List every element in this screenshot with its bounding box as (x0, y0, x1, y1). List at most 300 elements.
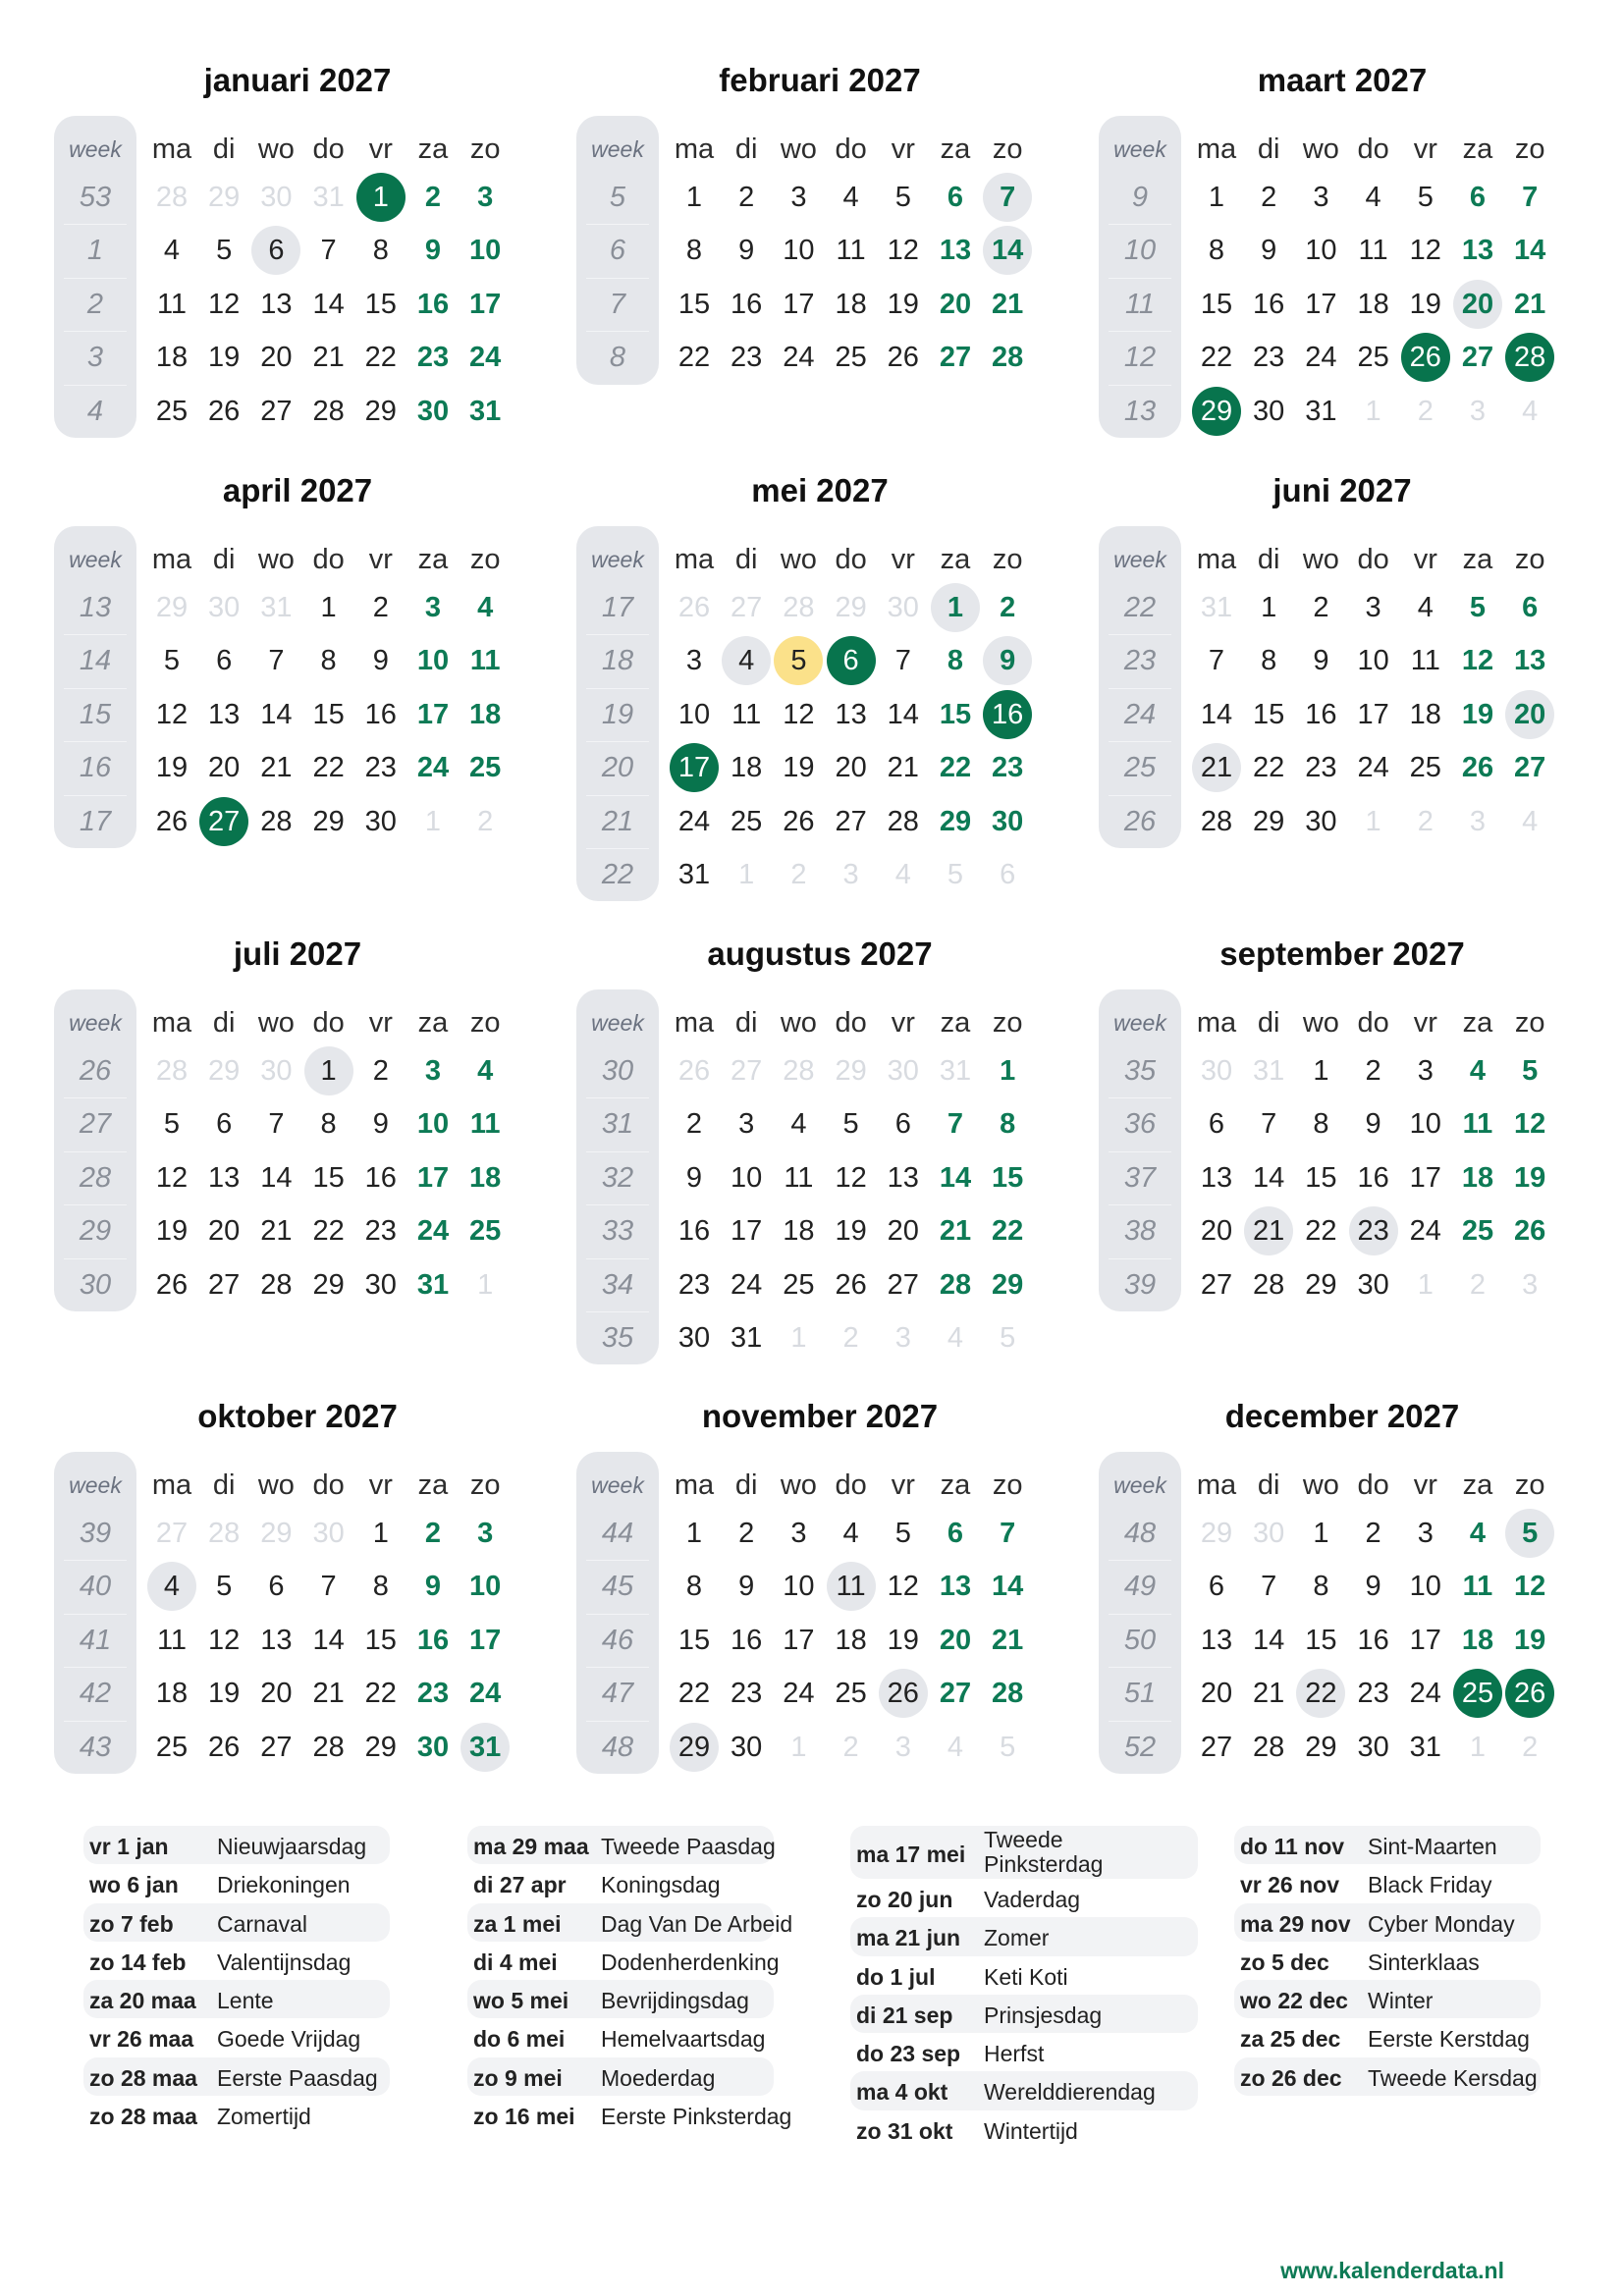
day-cell[interactable] (1242, 385, 1295, 438)
day-cell[interactable] (772, 688, 825, 741)
day-cell[interactable] (302, 171, 355, 224)
day-cell[interactable] (1451, 1560, 1504, 1613)
day-cell[interactable] (145, 278, 198, 331)
day-cell[interactable] (825, 581, 878, 634)
day-cell[interactable] (1242, 1097, 1295, 1150)
day-cell[interactable] (145, 224, 198, 277)
day-cell[interactable] (1294, 171, 1347, 224)
day-cell[interactable] (720, 741, 773, 794)
day-cell[interactable] (354, 224, 407, 277)
day-cell[interactable] (406, 385, 460, 438)
day-cell[interactable] (249, 278, 302, 331)
day-cell[interactable] (354, 1560, 407, 1613)
day-cell[interactable] (197, 1667, 250, 1720)
day-cell[interactable] (981, 224, 1034, 277)
day-cell[interactable] (877, 1311, 930, 1364)
day-cell[interactable] (354, 1721, 407, 1774)
day-cell[interactable] (1242, 1667, 1295, 1720)
day-cell[interactable] (197, 331, 250, 384)
day-cell[interactable] (981, 795, 1034, 848)
day-cell[interactable] (354, 581, 407, 634)
day-cell[interactable] (249, 171, 302, 224)
day-cell[interactable] (825, 741, 878, 794)
day-cell[interactable] (1451, 1204, 1504, 1257)
day-cell[interactable] (406, 1044, 460, 1097)
day-cell[interactable] (1190, 171, 1243, 224)
day-cell[interactable] (1190, 331, 1243, 384)
day-cell[interactable] (668, 1507, 721, 1560)
day-cell[interactable] (406, 741, 460, 794)
day-cell[interactable] (249, 331, 302, 384)
day-cell[interactable] (406, 1258, 460, 1311)
day-cell[interactable] (1399, 581, 1452, 634)
day-cell[interactable] (668, 634, 721, 687)
day-cell[interactable] (406, 171, 460, 224)
day-cell[interactable] (406, 1204, 460, 1257)
day-cell[interactable] (1294, 1560, 1347, 1613)
day-cell[interactable] (668, 1151, 721, 1204)
day-cell[interactable] (668, 1258, 721, 1311)
day-cell[interactable] (1451, 688, 1504, 741)
day-cell[interactable] (249, 1721, 302, 1774)
day-cell[interactable] (720, 1614, 773, 1667)
day-cell[interactable] (354, 1204, 407, 1257)
day-cell[interactable] (1347, 634, 1400, 687)
day-cell[interactable] (772, 1204, 825, 1257)
day-cell[interactable] (1503, 1507, 1556, 1560)
day-cell[interactable] (197, 741, 250, 794)
day-cell[interactable] (354, 278, 407, 331)
day-cell[interactable] (459, 171, 512, 224)
day-cell[interactable] (981, 634, 1034, 687)
day-cell[interactable] (145, 795, 198, 848)
day-cell[interactable] (772, 1151, 825, 1204)
day-cell[interactable] (929, 1560, 982, 1613)
day-cell[interactable] (302, 1258, 355, 1311)
day-cell[interactable] (406, 1507, 460, 1560)
day-cell[interactable] (354, 1151, 407, 1204)
day-cell[interactable] (1242, 171, 1295, 224)
day-cell[interactable] (1242, 581, 1295, 634)
day-cell[interactable] (877, 1667, 930, 1720)
day-cell[interactable] (406, 581, 460, 634)
day-cell[interactable] (929, 1614, 982, 1667)
day-cell[interactable] (1399, 688, 1452, 741)
day-cell[interactable] (981, 1151, 1034, 1204)
day-cell[interactable] (668, 1614, 721, 1667)
day-cell[interactable] (877, 1507, 930, 1560)
day-cell[interactable] (877, 1721, 930, 1774)
day-cell[interactable] (1503, 1044, 1556, 1097)
day-cell[interactable] (249, 1204, 302, 1257)
day-cell[interactable] (1190, 1507, 1243, 1560)
day-cell[interactable] (1347, 171, 1400, 224)
day-cell[interactable] (720, 795, 773, 848)
day-cell[interactable] (1347, 1044, 1400, 1097)
day-cell[interactable] (1294, 1667, 1347, 1720)
day-cell[interactable] (1294, 634, 1347, 687)
day-cell[interactable] (720, 688, 773, 741)
day-cell[interactable] (145, 1721, 198, 1774)
day-cell[interactable] (1399, 224, 1452, 277)
day-cell[interactable] (825, 1614, 878, 1667)
day-cell[interactable] (145, 688, 198, 741)
day-cell[interactable] (354, 385, 407, 438)
day-cell[interactable] (929, 224, 982, 277)
day-cell[interactable] (720, 1721, 773, 1774)
day-cell[interactable] (459, 1721, 512, 1774)
day-cell[interactable] (406, 634, 460, 687)
day-cell[interactable] (197, 385, 250, 438)
day-cell[interactable] (406, 224, 460, 277)
day-cell[interactable] (302, 688, 355, 741)
day-cell[interactable] (459, 741, 512, 794)
day-cell[interactable] (929, 688, 982, 741)
day-cell[interactable] (668, 581, 721, 634)
day-cell[interactable] (406, 688, 460, 741)
day-cell[interactable] (772, 1311, 825, 1364)
day-cell[interactable] (668, 1667, 721, 1720)
day-cell[interactable] (354, 688, 407, 741)
day-cell[interactable] (459, 1560, 512, 1613)
day-cell[interactable] (1190, 278, 1243, 331)
day-cell[interactable] (1503, 171, 1556, 224)
day-cell[interactable] (825, 331, 878, 384)
day-cell[interactable] (981, 1311, 1034, 1364)
day-cell[interactable] (825, 848, 878, 901)
day-cell[interactable] (406, 1097, 460, 1150)
day-cell[interactable] (1242, 634, 1295, 687)
day-cell[interactable] (1399, 1507, 1452, 1560)
day-cell[interactable] (1190, 1667, 1243, 1720)
day-cell[interactable] (1451, 278, 1504, 331)
day-cell[interactable] (1294, 331, 1347, 384)
day-cell[interactable] (825, 1507, 878, 1560)
day-cell[interactable] (459, 1044, 512, 1097)
day-cell[interactable] (877, 224, 930, 277)
day-cell[interactable] (1399, 278, 1452, 331)
day-cell[interactable] (1294, 1204, 1347, 1257)
day-cell[interactable] (1190, 1097, 1243, 1150)
day-cell[interactable] (1242, 1507, 1295, 1560)
day-cell[interactable] (772, 1258, 825, 1311)
day-cell[interactable] (302, 1560, 355, 1613)
day-cell[interactable] (1399, 795, 1452, 848)
day-cell[interactable] (1451, 1258, 1504, 1311)
day-cell[interactable] (459, 795, 512, 848)
day-cell[interactable] (1190, 581, 1243, 634)
day-cell[interactable] (145, 1258, 198, 1311)
day-cell[interactable] (825, 795, 878, 848)
day-cell[interactable] (981, 1560, 1034, 1613)
day-cell[interactable] (145, 171, 198, 224)
day-cell[interactable] (1347, 1560, 1400, 1613)
day-cell[interactable] (197, 278, 250, 331)
day-cell[interactable] (772, 1614, 825, 1667)
day-cell[interactable] (1503, 1258, 1556, 1311)
day-cell[interactable] (1294, 278, 1347, 331)
day-cell[interactable] (929, 1044, 982, 1097)
day-cell[interactable] (1451, 1721, 1504, 1774)
day-cell[interactable] (929, 1151, 982, 1204)
day-cell[interactable] (929, 1667, 982, 1720)
day-cell[interactable] (1347, 1204, 1400, 1257)
day-cell[interactable] (302, 741, 355, 794)
day-cell[interactable] (406, 331, 460, 384)
day-cell[interactable] (249, 688, 302, 741)
day-cell[interactable] (197, 1204, 250, 1257)
day-cell[interactable] (720, 848, 773, 901)
day-cell[interactable] (302, 1721, 355, 1774)
day-cell[interactable] (197, 1258, 250, 1311)
day-cell[interactable] (877, 581, 930, 634)
day-cell[interactable] (249, 634, 302, 687)
day-cell[interactable] (406, 1151, 460, 1204)
day-cell[interactable] (145, 1560, 198, 1613)
day-cell[interactable] (1451, 1667, 1504, 1720)
day-cell[interactable] (1399, 1721, 1452, 1774)
day-cell[interactable] (1190, 1204, 1243, 1257)
day-cell[interactable] (1190, 1044, 1243, 1097)
day-cell[interactable] (825, 1151, 878, 1204)
day-cell[interactable] (1347, 224, 1400, 277)
day-cell[interactable] (877, 1204, 930, 1257)
day-cell[interactable] (1503, 1097, 1556, 1150)
day-cell[interactable] (720, 1507, 773, 1560)
day-cell[interactable] (929, 1507, 982, 1560)
day-cell[interactable] (1503, 1151, 1556, 1204)
day-cell[interactable] (772, 224, 825, 277)
day-cell[interactable] (459, 224, 512, 277)
day-cell[interactable] (668, 224, 721, 277)
day-cell[interactable] (249, 1258, 302, 1311)
day-cell[interactable] (197, 1151, 250, 1204)
day-cell[interactable] (1294, 1044, 1347, 1097)
day-cell[interactable] (772, 1044, 825, 1097)
day-cell[interactable] (459, 1507, 512, 1560)
day-cell[interactable] (929, 1204, 982, 1257)
day-cell[interactable] (1347, 1258, 1400, 1311)
day-cell[interactable] (1503, 1560, 1556, 1613)
day-cell[interactable] (354, 171, 407, 224)
day-cell[interactable] (668, 1204, 721, 1257)
day-cell[interactable] (877, 278, 930, 331)
day-cell[interactable] (1347, 1721, 1400, 1774)
day-cell[interactable] (459, 1258, 512, 1311)
day-cell[interactable] (720, 171, 773, 224)
day-cell[interactable] (981, 1097, 1034, 1150)
day-cell[interactable] (668, 1097, 721, 1150)
day-cell[interactable] (1347, 278, 1400, 331)
day-cell[interactable] (459, 1097, 512, 1150)
day-cell[interactable] (197, 1721, 250, 1774)
day-cell[interactable] (720, 1151, 773, 1204)
day-cell[interactable] (354, 634, 407, 687)
day-cell[interactable] (877, 848, 930, 901)
day-cell[interactable] (929, 1721, 982, 1774)
day-cell[interactable] (354, 331, 407, 384)
day-cell[interactable] (668, 1560, 721, 1613)
day-cell[interactable] (1190, 1614, 1243, 1667)
day-cell[interactable] (1399, 171, 1452, 224)
day-cell[interactable] (249, 1044, 302, 1097)
day-cell[interactable] (1242, 1258, 1295, 1311)
day-cell[interactable] (1503, 224, 1556, 277)
day-cell[interactable] (772, 331, 825, 384)
day-cell[interactable] (877, 1044, 930, 1097)
day-cell[interactable] (1347, 385, 1400, 438)
day-cell[interactable] (1242, 1721, 1295, 1774)
day-cell[interactable] (825, 1560, 878, 1613)
day-cell[interactable] (668, 331, 721, 384)
day-cell[interactable] (1503, 278, 1556, 331)
day-cell[interactable] (877, 688, 930, 741)
day-cell[interactable] (249, 385, 302, 438)
day-cell[interactable] (145, 1507, 198, 1560)
day-cell[interactable] (459, 688, 512, 741)
day-cell[interactable] (249, 1097, 302, 1150)
day-cell[interactable] (981, 1721, 1034, 1774)
day-cell[interactable] (406, 1667, 460, 1720)
day-cell[interactable] (1451, 795, 1504, 848)
day-cell[interactable] (406, 1614, 460, 1667)
day-cell[interactable] (825, 1258, 878, 1311)
day-cell[interactable] (197, 1560, 250, 1613)
day-cell[interactable] (981, 278, 1034, 331)
day-cell[interactable] (1294, 1258, 1347, 1311)
day-cell[interactable] (1347, 1667, 1400, 1720)
day-cell[interactable] (1399, 385, 1452, 438)
day-cell[interactable] (302, 795, 355, 848)
day-cell[interactable] (302, 1204, 355, 1257)
day-cell[interactable] (877, 331, 930, 384)
day-cell[interactable] (1451, 1097, 1504, 1150)
day-cell[interactable] (302, 1507, 355, 1560)
day-cell[interactable] (145, 1614, 198, 1667)
day-cell[interactable] (1451, 1614, 1504, 1667)
day-cell[interactable] (668, 1044, 721, 1097)
day-cell[interactable] (145, 1097, 198, 1150)
day-cell[interactable] (981, 1204, 1034, 1257)
day-cell[interactable] (877, 171, 930, 224)
day-cell[interactable] (720, 581, 773, 634)
day-cell[interactable] (249, 224, 302, 277)
day-cell[interactable] (197, 224, 250, 277)
day-cell[interactable] (981, 1044, 1034, 1097)
day-cell[interactable] (981, 741, 1034, 794)
day-cell[interactable] (145, 1044, 198, 1097)
day-cell[interactable] (354, 1507, 407, 1560)
day-cell[interactable] (825, 1044, 878, 1097)
day-cell[interactable] (145, 1151, 198, 1204)
day-cell[interactable] (981, 331, 1034, 384)
day-cell[interactable] (197, 1614, 250, 1667)
day-cell[interactable] (981, 581, 1034, 634)
day-cell[interactable] (825, 688, 878, 741)
day-cell[interactable] (1503, 1204, 1556, 1257)
day-cell[interactable] (668, 1721, 721, 1774)
website-link[interactable]: www.kalenderdata.nl (1280, 2258, 1504, 2283)
day-cell[interactable] (1503, 385, 1556, 438)
day-cell[interactable] (929, 795, 982, 848)
day-cell[interactable] (1451, 385, 1504, 438)
day-cell[interactable] (877, 1258, 930, 1311)
day-cell[interactable] (772, 1667, 825, 1720)
day-cell[interactable] (1294, 1721, 1347, 1774)
day-cell[interactable] (1451, 171, 1504, 224)
day-cell[interactable] (1451, 1151, 1504, 1204)
day-cell[interactable] (772, 795, 825, 848)
day-cell[interactable] (302, 1044, 355, 1097)
day-cell[interactable] (772, 848, 825, 901)
day-cell[interactable] (249, 1614, 302, 1667)
day-cell[interactable] (1399, 1097, 1452, 1150)
day-cell[interactable] (981, 171, 1034, 224)
day-cell[interactable] (1294, 688, 1347, 741)
day-cell[interactable] (668, 688, 721, 741)
day-cell[interactable] (1399, 741, 1452, 794)
day-cell[interactable] (197, 171, 250, 224)
day-cell[interactable] (1451, 1507, 1504, 1560)
day-cell[interactable] (1503, 634, 1556, 687)
day-cell[interactable] (145, 1667, 198, 1720)
day-cell[interactable] (929, 278, 982, 331)
day-cell[interactable] (720, 1097, 773, 1150)
day-cell[interactable] (354, 1258, 407, 1311)
day-cell[interactable] (877, 634, 930, 687)
day-cell[interactable] (1451, 1044, 1504, 1097)
day-cell[interactable] (459, 1667, 512, 1720)
day-cell[interactable] (302, 385, 355, 438)
day-cell[interactable] (302, 1097, 355, 1150)
day-cell[interactable] (929, 741, 982, 794)
day-cell[interactable] (145, 634, 198, 687)
day-cell[interactable] (459, 581, 512, 634)
day-cell[interactable] (720, 331, 773, 384)
day-cell[interactable] (877, 795, 930, 848)
day-cell[interactable] (1347, 688, 1400, 741)
day-cell[interactable] (1242, 278, 1295, 331)
day-cell[interactable] (1503, 1667, 1556, 1720)
day-cell[interactable] (981, 688, 1034, 741)
day-cell[interactable] (1347, 1507, 1400, 1560)
day-cell[interactable] (1503, 688, 1556, 741)
day-cell[interactable] (929, 171, 982, 224)
day-cell[interactable] (1190, 224, 1243, 277)
day-cell[interactable] (1190, 1721, 1243, 1774)
day-cell[interactable] (1347, 1614, 1400, 1667)
day-cell[interactable] (877, 1614, 930, 1667)
day-cell[interactable] (1347, 795, 1400, 848)
day-cell[interactable] (1399, 1044, 1452, 1097)
day-cell[interactable] (1294, 1151, 1347, 1204)
day-cell[interactable] (249, 1560, 302, 1613)
day-cell[interactable] (459, 278, 512, 331)
day-cell[interactable] (1294, 1614, 1347, 1667)
day-cell[interactable] (1242, 1560, 1295, 1613)
day-cell[interactable] (302, 634, 355, 687)
day-cell[interactable] (197, 581, 250, 634)
day-cell[interactable] (1242, 1204, 1295, 1257)
day-cell[interactable] (145, 331, 198, 384)
day-cell[interactable] (877, 741, 930, 794)
day-cell[interactable] (720, 634, 773, 687)
day-cell[interactable] (145, 385, 198, 438)
day-cell[interactable] (1190, 688, 1243, 741)
day-cell[interactable] (772, 1560, 825, 1613)
day-cell[interactable] (825, 1097, 878, 1150)
day-cell[interactable] (1242, 331, 1295, 384)
